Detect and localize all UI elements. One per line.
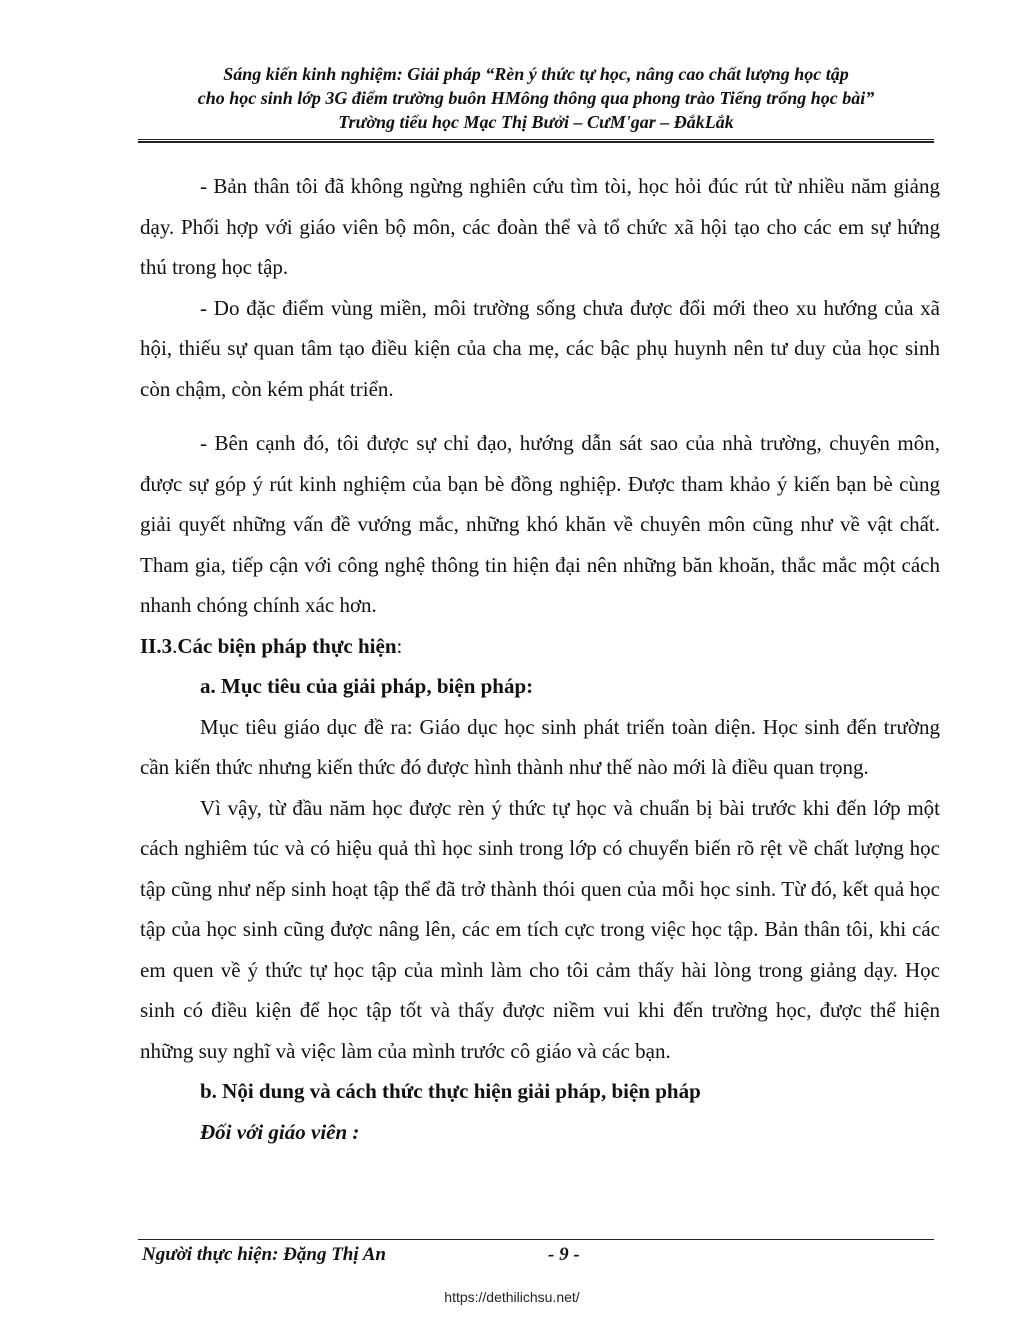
paragraph-2: - Do đặc điểm vùng miền, môi trường sống chưa được đổi mới theo xu hướng của xã hội, thiếu sự quan tâm tạo điều kiện của cha mẹ, các bậc phụ huynh nên tư duy của học sinh còn chậm, còn kém phát triển.: [140, 295, 940, 401]
subheading-teacher: Đối với giáo viên :: [200, 1119, 360, 1144]
section-colon: :: [396, 633, 403, 658]
paragraph-3: - Bên cạnh đó, tôi được sự chỉ đạo, hướng dẫn sát sao của nhà trường, chuyên môn, được sự góp ý rút kinh nghiệm của bạn bè đồng nghiệp. Được tham khảo ý kiến bạn bè cùng giải quyết những vấn đề vướng mắc, những khó khăn về chuyên môn cũng như về vật chất. Tham gia, tiếp cận với công nghệ thông tin hiện đại nên những băn khoăn, thắc mắc một cách nhanh chóng chính xác hơn.: [140, 431, 940, 617]
footer-divider: [138, 1239, 934, 1240]
section-heading: [140, 626, 940, 667]
document-header: [138, 62, 934, 134]
header-line-2: cho học sinh lớp 3G điểm trường buôn HMông thông qua phong trào Tiếng trống học bài”: [197, 88, 875, 108]
footer-author: Người thực hiện: Đặng Thị An: [142, 1244, 386, 1265]
header-divider: [138, 139, 934, 143]
section-dot: .: [172, 633, 178, 658]
subheading-a: a. Mục tiêu của giải pháp, biện pháp:: [200, 674, 534, 698]
paragraph-5: Vì vậy, từ đầu năm học được rèn ý thức tự học và chuẩn bị bài trước khi đến lớp một cách nghiêm túc và có hiệu quả thì học sinh trong lớp có chuyển biến rõ rệt về chất lượng học tập cũng như nếp sinh hoạt tập thể đã trở thành thói quen của mỗi học sinh. Từ đó, kết quả học tập của học sinh cũng được nâng lên, các em tích cực trong việc học tập. Bản thân tôi, khi các em quen về ý thức tự học tập của mình làm cho tôi cảm thấy hài lòng trong giảng dạy. Học sinh có điều kiện để học tập tốt và thấy được niềm vui khi đến trường học, được thể hiện những suy nghĩ và việc làm của mình trước cô giáo và các bạn.: [140, 795, 940, 1063]
page-number: - 9 -: [548, 1244, 580, 1265]
header-line-3: Trường tiểu học Mạc Thị Bưởi – CưM'gar – ĐắkLắk: [338, 112, 734, 132]
source-url: https://dethilichsu.net/: [444, 1289, 580, 1305]
subheading-b: b. Nội dung và cách thức thực hiện giải pháp, biện pháp: [200, 1079, 701, 1103]
paragraph-4: Mục tiêu giáo dục đề ra: Giáo dục học sinh phát triển toàn diện. Học sinh đến trường cần kiến thức nhưng kiến thức đó được hình thành như thế nào mới là điều quan trọng.: [140, 714, 940, 779]
section-number: II.3: [140, 633, 173, 658]
paragraph-1: - Bản thân tôi đã không ngừng nghiên cứu tìm tòi, học hỏi đúc rút từ nhiều năm giảng dạy. Phối hợp với giáo viên bộ môn, các đoàn thể và tổ chức xã hội tạo cho các em sự hứng thú trong học tập.: [140, 174, 940, 279]
document-body: [140, 166, 940, 1152]
section-title: Các biện pháp thực hiện: [177, 633, 397, 658]
header-line-1: Sáng kiến kinh nghiệm: Giải pháp “Rèn ý thức tự học, nâng cao chất lượng học tập: [223, 64, 849, 84]
